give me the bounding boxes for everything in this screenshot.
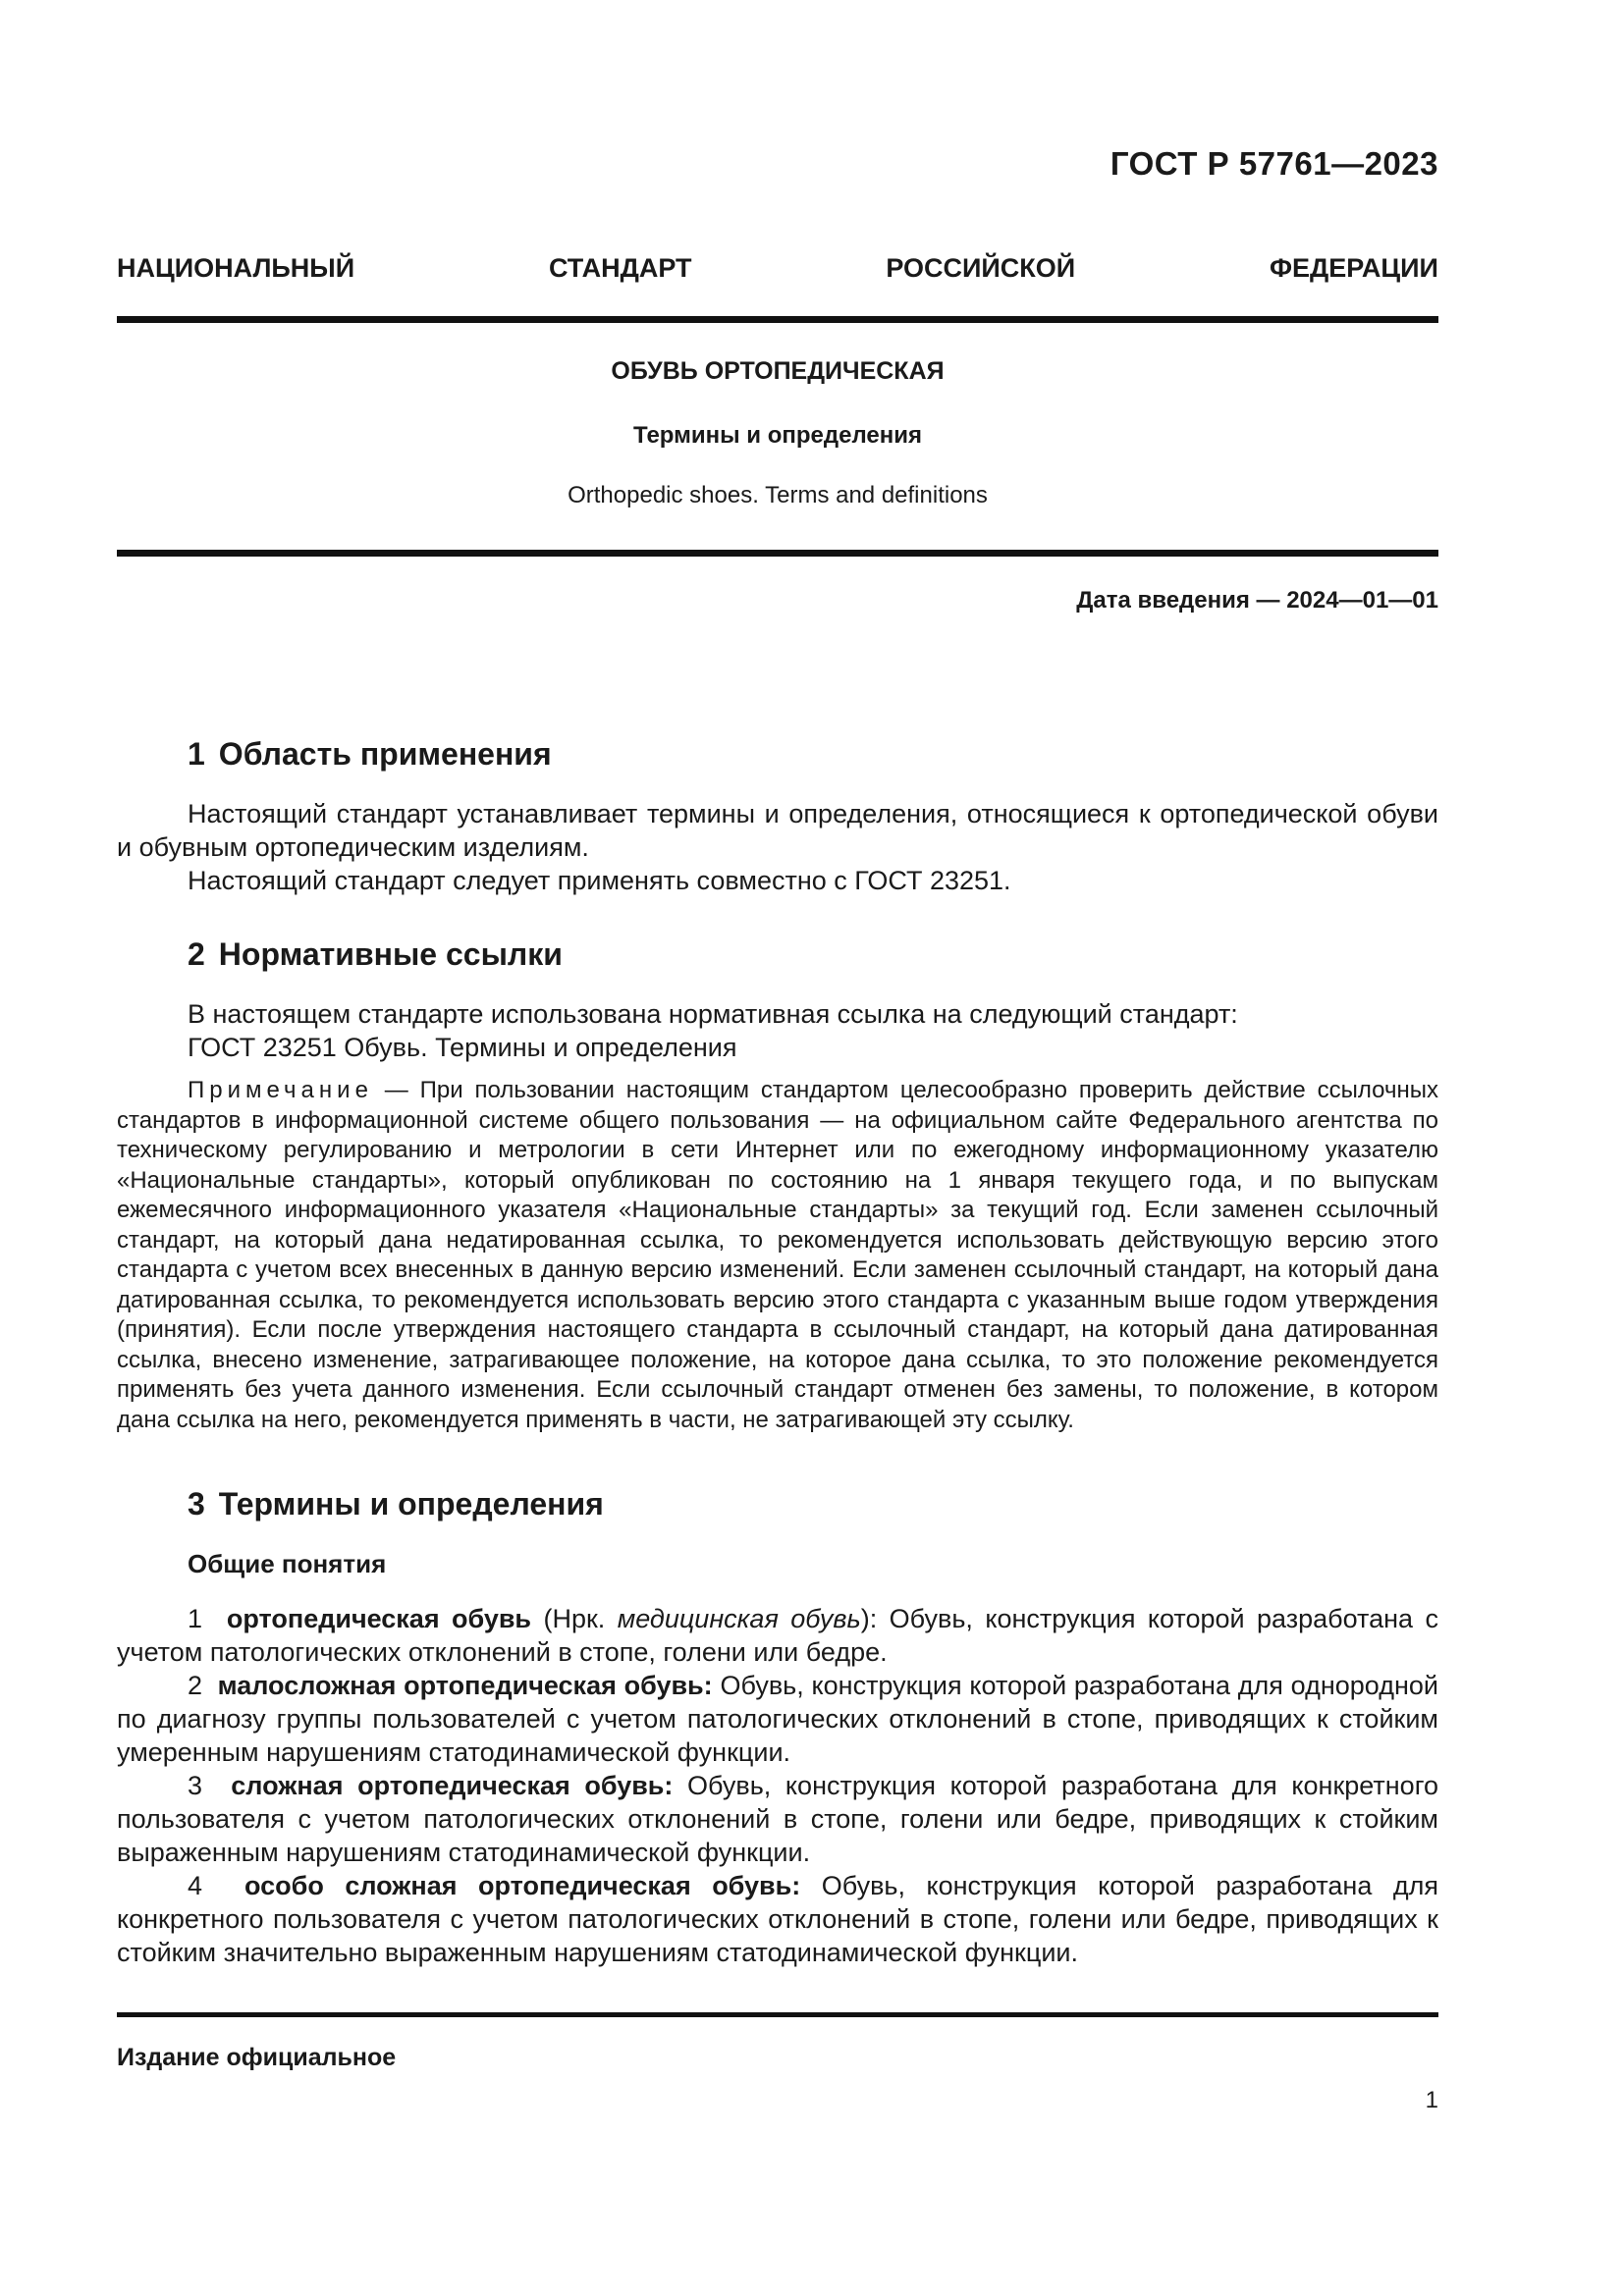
term-definition: Обувь, конструкция которой разработана для конкретного пользователя с учетом патологических отклонений в стопе, голени или бедре, приводящих к стойким значительно выраженным нарушениям статодинамической функции. — [117, 1871, 1438, 1967]
term-name: ортопедическая обувь — [226, 1604, 532, 1633]
section-number: 1 — [188, 736, 205, 772]
term-name: сложная ортопедическая обувь: — [231, 1771, 674, 1800]
footer-divider — [117, 2012, 1438, 2017]
paragraph — [117, 797, 1438, 864]
section-title: Термины и определения — [218, 1486, 604, 1522]
section-title: Нормативные ссылки — [218, 936, 563, 972]
gost-code: ГОСТ Р 57761—2023 — [1110, 145, 1438, 182]
section-heading — [188, 1486, 604, 1522]
document-subtitle: Термины и определения — [632, 422, 923, 449]
term-entry — [117, 1869, 1438, 1969]
document-page — [117, 0, 1438, 2296]
title-divider — [117, 550, 1438, 557]
paragraph-text: Настоящий стандарт устанавливает термины и определения, относящиеся к ортопедической обуви и обувным ортопедическим изделиям. — [117, 799, 1438, 862]
note-text: — При пользовании настоящим стандартом целесообразно проверить действие ссылочных стандартов в информационной системе общего пользования — на официальном сайте Федерального агентства по техническому регулированию и метрологии в сети Интернет или по ежегодному информационному указателю «Национальные стандарты», который опубликован по состоянию на 1 января текущего года, и по выпускам ежемесячного информационного указателя «Национальные стандарты» за текущий год. Если заменен ссылочный стандарт, на который дана недатированная ссылка, то рекомендуется использовать действующую версию этого стандарта с учетом всех внесенных в данную версию изменений. Если заменен ссылочный стандарт, на который дана датированная ссылка, то рекомендуется использовать версию этого стандарта с указанным выше годом утверждения (принятия). Если после утверждения настоящего стандарта в ссылочный стандарт, на который дана датированная ссылка, внесено изменение, затрагивающее положение, на которое дана ссылка, то это положение рекомендуется применять без учета данного изменения. Если ссылочный стандарт отменен без замены, то положение, в котором дана ссылка на него, рекомендуется применять в части, не затрагивающей эту ссылку. — [117, 1077, 1438, 1433]
term-suffix: ): — [860, 1604, 890, 1633]
heading-word: ФЕДЕРАЦИИ — [1270, 253, 1438, 283]
note — [117, 1076, 1438, 1435]
document-title: ОБУВЬ ОРТОПЕДИЧЕСКАЯ — [611, 357, 945, 385]
deprecated-term: медицинская обувь — [617, 1604, 861, 1633]
section-number: 3 — [188, 1486, 205, 1522]
introduction-date: Дата введения — 2024—01—01 — [1076, 587, 1438, 614]
national-standard-heading — [117, 253, 1438, 284]
section-title: Область применения — [218, 736, 552, 772]
term-entry — [117, 1602, 1438, 1669]
term-number: 2 — [188, 1671, 203, 1700]
english-title: Orthopedic shoes. Terms and definitions — [568, 482, 988, 508]
paragraph: Настоящий стандарт следует применять совместно с ГОСТ 23251. — [188, 866, 1011, 895]
page-number: 1 — [1425, 2087, 1438, 2113]
term-definition: Обувь, конструкция которой разработана с учетом патологических отклонений в стопе, голени или бедре. — [117, 1604, 1438, 1667]
edition-label: Издание официальное — [117, 2044, 397, 2071]
term-entry — [117, 1669, 1438, 1769]
section-heading — [188, 936, 563, 973]
paragraph: В настоящем стандарте использована нормативная ссылка на следующий стандарт: — [188, 999, 1238, 1029]
term-prefix: (Нрк. — [531, 1604, 618, 1633]
note-label: Примечание — [188, 1077, 373, 1103]
heading-word: СТАНДАРТ — [548, 253, 692, 283]
term-definition: Обувь, конструкция которой разработана для конкретного пользователя с учетом патологических отклонений в стопе, голени или бедре, приводящих к стойким выраженным нарушениям статодинамической функции. — [117, 1771, 1438, 1867]
term-number: 4 — [188, 1871, 203, 1900]
subsection-heading: Общие понятия — [188, 1549, 387, 1578]
term-entry — [117, 1769, 1438, 1869]
reference-entry: ГОСТ 23251 Обувь. Термины и определения — [188, 1033, 737, 1062]
term-number: 1 — [188, 1604, 203, 1633]
heading-word: РОССИЙСКОЙ — [886, 253, 1076, 283]
heading-word: НАЦИОНАЛЬНЫЙ — [117, 253, 355, 283]
term-name: особо сложная ортопедическая обувь: — [244, 1871, 801, 1900]
term-number: 3 — [188, 1771, 203, 1800]
section-number: 2 — [188, 936, 205, 972]
section-heading — [188, 736, 552, 773]
term-definition: Обувь, конструкция которой разработана для однородной по диагнозу группы пользователей с учетом патологических отклонений в стопе, приводящих к стойким умеренным нарушениям статодинамической функции. — [117, 1671, 1438, 1767]
term-name: малосложная ортопедическая обувь: — [217, 1671, 713, 1700]
top-divider — [117, 316, 1438, 323]
